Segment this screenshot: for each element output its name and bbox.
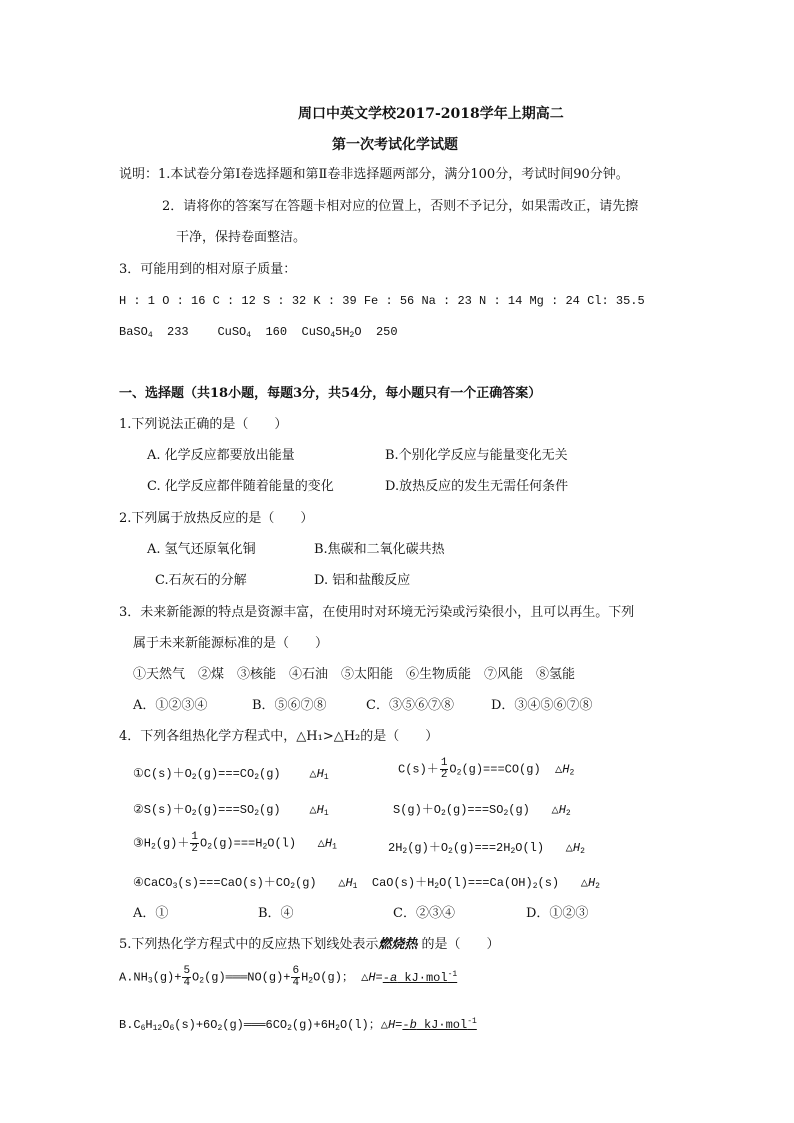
q4-stem: 4．下列各组热化学方程式中，△H₁>△H₂的是（ ） <box>119 729 439 744</box>
title-line-2: 第一次考试化学试题 <box>332 137 458 153</box>
note-2-cont: 干净，保持卷面整洁。 <box>176 230 307 245</box>
q4-eq2-right: $S(g)+O_2(g)===SO_2(g)$ $\triangle H_2$ <box>393 803 571 818</box>
q2-option-d: D. 铝和盐酸反应 <box>314 573 411 588</box>
q4-eq3-left: $③H_2(g)+$ $\frac{1}{2}$ $O_2(g)===H_2O(l)$ $\triangle H_1$ <box>133 831 337 855</box>
note-1: 说明：1.本试卷分第Ⅰ卷选择题和第Ⅱ卷非选择题两部分，满分100分，考试时间90分钟。 <box>119 167 629 182</box>
q4-eq1-left: $①C(s)+O_2(g)===CO_2(g)$ $\triangle H_1$ <box>133 767 329 782</box>
q1-option-d: D.放热反应的发生无需任何条件 <box>385 479 569 494</box>
title-line-1: 周口中英文学校2017-2018学年上期高二 <box>298 106 564 122</box>
formula-masses: BaSO$_4$ 233 CuSO$_4$ 160 $CuSO_45H_2O$ 250 <box>119 325 398 340</box>
q1-stem: 1.下列说法正确的是（ ） <box>119 417 288 432</box>
q2-option-b: B.焦碳和二氧化碳共热 <box>314 542 445 557</box>
mass-baso4: 233 <box>167 325 189 339</box>
q5-option-b: $B.C_6H_{12}O_6(s)+6O_2(g)═══6CO_2(g)+6H_2O(l)$；△H=-b kJ·mol$^{-1}$ <box>119 1017 477 1033</box>
q3-items: ①天然气 ②煤 ③核能 ④石油 ⑤太阳能 ⑥生物质能 ⑦风能 ⑧氢能 <box>133 667 576 682</box>
mass-cuso4: 160 <box>265 325 288 339</box>
q3-stem-2: 属于未来新能源标准的是（ ） <box>133 636 329 651</box>
section-1-heading: 一、选择题（共18小题，每题3分，共54分，每小题只有一个正确答案） <box>119 386 542 401</box>
q5-option-a: $A.NH_3(g)+$ $\frac{5}{4}$ $O_2(g)═══NO(g)+$ $\frac{6}{4}$ $H_2O(g)$； △H=-a kJ·mol$^{-1}$ <box>119 965 458 989</box>
q4-eq3-right: $2H_2(g)+O_2(g)===2H_2O(l)$ $\triangle H_2$ <box>388 841 585 856</box>
note-3: 3．可能用到的相对原子质量： <box>119 262 297 277</box>
q5-emphasis: 燃烧热 <box>378 937 418 952</box>
q1-option-b: B.个别化学反应与能量变化无关 <box>385 448 568 463</box>
q4-option-b: B．④ <box>258 906 294 921</box>
q3-option-c: C．③⑤⑥⑦⑧ <box>366 698 454 713</box>
q5-stem: 5.下列热化学方程式中的反应热下划线处表示燃烧热 的是（ ） <box>119 937 500 952</box>
q3-option-d: D．③④⑤⑥⑦⑧ <box>491 698 593 713</box>
q2-stem: 2.下列属于放热反应的是（ ） <box>119 511 314 526</box>
q4-eq2-left: $②S(s)+O_2(g)===SO_2(g)$ $\triangle H_1$ <box>133 803 329 818</box>
q1-option-a: A. 化学反应都要放出能量 <box>147 448 295 463</box>
q3-option-a: A．①②③④ <box>133 698 208 713</box>
q2-option-c: C.石灰石的分解 <box>155 573 247 588</box>
q4-eq1-right: C(s)＋ $\frac{1}{2}$ $O_2(g)===CO(g)$ $\triangle H_2$ <box>398 757 575 781</box>
q1-option-c: C. 化学反应都伴随着能量的变化 <box>147 479 334 494</box>
q2-option-a: A. 氢气还原氧化铜 <box>147 542 256 557</box>
q4-eq4: $④CaCO_3(s)===CaO(s)+CO_2(g)$ $\triangle H_1$ $CaO(s)+H_2O(l)===Ca(OH)_2(s)$ $\triangle H_2$ <box>133 876 600 891</box>
q4-option-d: D．①②③ <box>526 906 589 921</box>
q3-stem-1: 3．未来新能源的特点是资源丰富，在使用时对环境无污染或污染很小，且可以再生。下列 <box>119 605 635 620</box>
mass-cuso4-5h2o: 250 <box>375 325 398 339</box>
q3-option-b: B．⑤⑥⑦⑧ <box>252 698 327 713</box>
note-2: 2．请将你的答案写在答题卡相对应的位置上，否则不予记分，如果需改正，请先擦 <box>162 199 639 214</box>
q4-option-a: A．① <box>133 906 169 921</box>
q4-option-c: C．②③④ <box>393 906 455 921</box>
atomic-masses: H : 1 O : 16 C : 12 S : 32 K : 39 Fe : 56 Na : 23 N : 14 Mg : 24 Cl: 35.5 <box>119 294 645 308</box>
